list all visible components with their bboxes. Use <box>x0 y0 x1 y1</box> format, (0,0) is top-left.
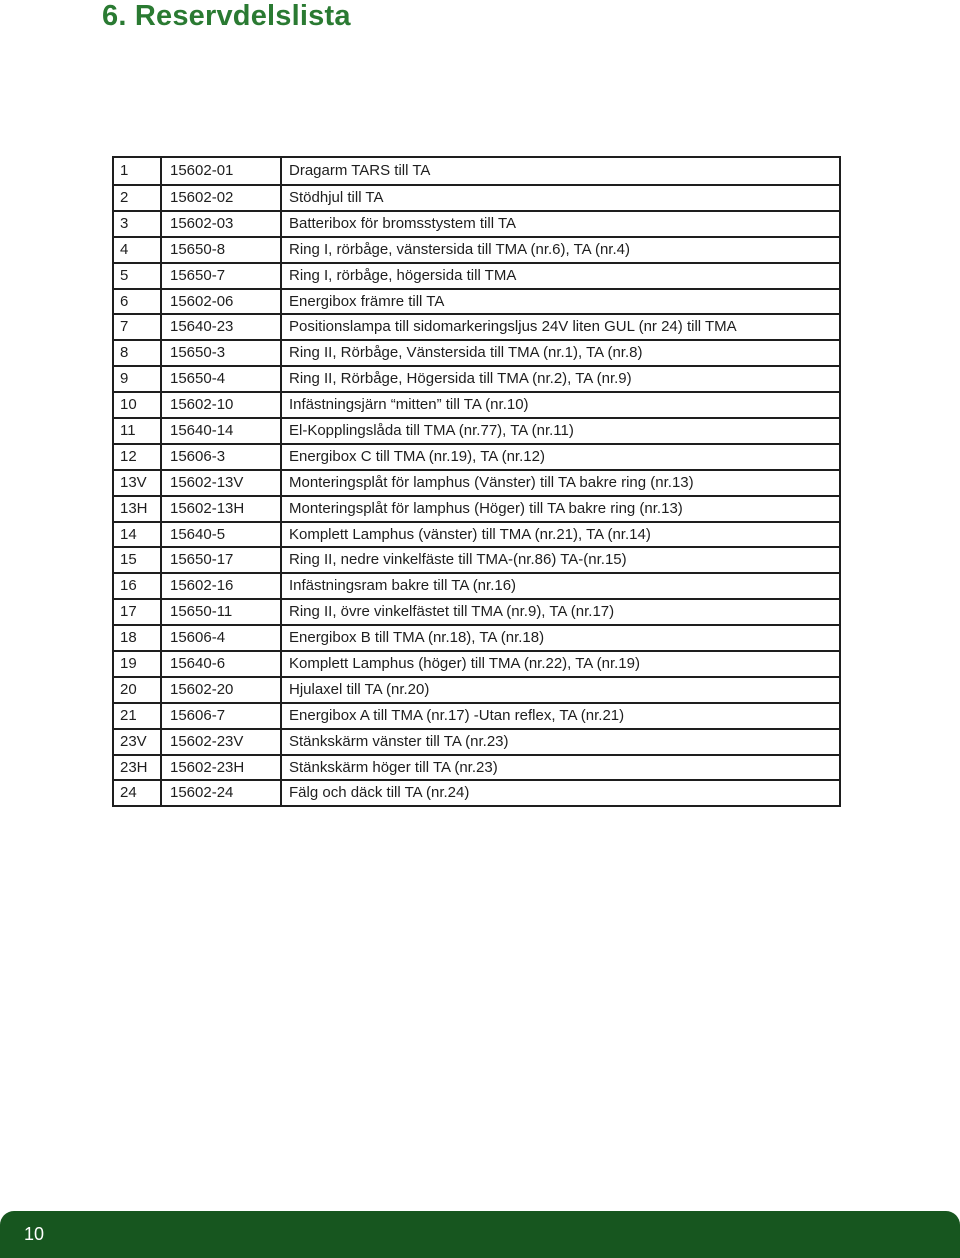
table-row <box>113 729 840 755</box>
part-number-cell: 19 <box>113 651 161 677</box>
article-number-cell: 15602-13H <box>161 496 281 522</box>
table-row <box>113 522 840 548</box>
table-row <box>113 340 840 366</box>
description-cell: Energibox C till TMA (nr.19), TA (nr.12) <box>281 444 840 470</box>
description-cell: Infästningsram bakre till TA (nr.16) <box>281 573 840 599</box>
table-row <box>113 755 840 781</box>
description-cell: Dragarm TARS till TA <box>281 157 840 185</box>
description-cell: Stänkskärm höger till TA (nr.23) <box>281 755 840 781</box>
part-number-cell: 23H <box>113 755 161 781</box>
article-number-cell: 15602-23H <box>161 755 281 781</box>
article-number-cell: 15650-11 <box>161 599 281 625</box>
description-cell: Batteribox för bromsstystem till TA <box>281 211 840 237</box>
table-row <box>113 651 840 677</box>
page-number: 10 <box>24 1224 45 1244</box>
description-cell: Ring II, nedre vinkelfäste till TMA-(nr.86) TA-(nr.15) <box>281 547 840 573</box>
description-cell: Ring I, rörbåge, vänstersida till TMA (nr.6), TA (nr.4) <box>281 237 840 263</box>
article-number-cell: 15602-16 <box>161 573 281 599</box>
article-number-cell: 15602-06 <box>161 289 281 315</box>
article-number-cell: 15602-13V <box>161 470 281 496</box>
part-number-cell: 1 <box>113 157 161 185</box>
description-cell: Ring II, Rörbåge, Högersida till TMA (nr.2), TA (nr.9) <box>281 366 840 392</box>
article-number-cell: 15606-7 <box>161 703 281 729</box>
description-cell: Energibox A till TMA (nr.17) -Utan reflex, TA (nr.21) <box>281 703 840 729</box>
description-cell: Energibox B till TMA (nr.18), TA (nr.18) <box>281 625 840 651</box>
description-cell: Hjulaxel till TA (nr.20) <box>281 677 840 703</box>
article-number-cell: 15602-20 <box>161 677 281 703</box>
part-number-cell: 23V <box>113 729 161 755</box>
article-number-cell: 15602-23V <box>161 729 281 755</box>
article-number-cell: 15640-6 <box>161 651 281 677</box>
article-number-cell: 15650-7 <box>161 263 281 289</box>
description-cell: Energibox främre till TA <box>281 289 840 315</box>
part-number-cell: 9 <box>113 366 161 392</box>
table-row <box>113 211 840 237</box>
part-number-cell: 24 <box>113 780 161 806</box>
table-row <box>113 677 840 703</box>
table-row <box>113 392 840 418</box>
parts-table-body <box>113 157 840 806</box>
part-number-cell: 6 <box>113 289 161 315</box>
part-number-cell: 12 <box>113 444 161 470</box>
article-number-cell: 15640-23 <box>161 314 281 340</box>
table-row <box>113 185 840 211</box>
table-row <box>113 703 840 729</box>
table-row <box>113 314 840 340</box>
article-number-cell: 15606-4 <box>161 625 281 651</box>
description-cell: Fälg och däck till TA (nr.24) <box>281 780 840 806</box>
description-cell: Ring II, övre vinkelfästet till TMA (nr.9), TA (nr.17) <box>281 599 840 625</box>
part-number-cell: 11 <box>113 418 161 444</box>
table-row <box>113 289 840 315</box>
part-number-cell: 20 <box>113 677 161 703</box>
article-number-cell: 15650-8 <box>161 237 281 263</box>
part-number-cell: 7 <box>113 314 161 340</box>
article-number-cell: 15602-24 <box>161 780 281 806</box>
part-number-cell: 14 <box>113 522 161 548</box>
part-number-cell: 10 <box>113 392 161 418</box>
description-cell: Ring II, Rörbåge, Vänstersida till TMA (nr.1), TA (nr.8) <box>281 340 840 366</box>
description-cell: Infästningsjärn “mitten” till TA (nr.10) <box>281 392 840 418</box>
parts-table <box>112 156 841 807</box>
description-cell: Komplett Lamphus (vänster) till TMA (nr.21), TA (nr.14) <box>281 522 840 548</box>
part-number-cell: 5 <box>113 263 161 289</box>
article-number-cell: 15640-14 <box>161 418 281 444</box>
part-number-cell: 4 <box>113 237 161 263</box>
description-cell: Stödhjul till TA <box>281 185 840 211</box>
article-number-cell: 15640-5 <box>161 522 281 548</box>
part-number-cell: 13H <box>113 496 161 522</box>
part-number-cell: 21 <box>113 703 161 729</box>
part-number-cell: 8 <box>113 340 161 366</box>
description-cell: Monteringsplåt för lamphus (Vänster) till TA bakre ring (nr.13) <box>281 470 840 496</box>
article-number-cell: 15602-02 <box>161 185 281 211</box>
table-row <box>113 444 840 470</box>
table-row <box>113 263 840 289</box>
table-row <box>113 418 840 444</box>
article-number-cell: 15602-10 <box>161 392 281 418</box>
part-number-cell: 17 <box>113 599 161 625</box>
article-number-cell: 15602-01 <box>161 157 281 185</box>
table-row <box>113 366 840 392</box>
article-number-cell: 15602-03 <box>161 211 281 237</box>
article-number-cell: 15650-3 <box>161 340 281 366</box>
table-row <box>113 237 840 263</box>
table-row <box>113 547 840 573</box>
description-cell: El-Kopplingslåda till TMA (nr.77), TA (nr.11) <box>281 418 840 444</box>
table-row <box>113 599 840 625</box>
article-number-cell: 15650-4 <box>161 366 281 392</box>
description-cell: Positionslampa till sidomarkeringsljus 24V liten GUL (nr 24) till TMA <box>281 314 840 340</box>
table-row <box>113 496 840 522</box>
part-number-cell: 2 <box>113 185 161 211</box>
footer-bar <box>0 1211 960 1258</box>
description-cell: Monteringsplåt för lamphus (Höger) till TA bakre ring (nr.13) <box>281 496 840 522</box>
part-number-cell: 16 <box>113 573 161 599</box>
article-number-cell: 15606-3 <box>161 444 281 470</box>
page-title: 6. Reservdelslista <box>102 0 351 32</box>
description-cell: Stänkskärm vänster till TA (nr.23) <box>281 729 840 755</box>
table-row <box>113 470 840 496</box>
description-cell: Ring I, rörbåge, högersida till TMA <box>281 263 840 289</box>
table-row <box>113 157 840 185</box>
article-number-cell: 15650-17 <box>161 547 281 573</box>
part-number-cell: 13V <box>113 470 161 496</box>
part-number-cell: 3 <box>113 211 161 237</box>
part-number-cell: 15 <box>113 547 161 573</box>
part-number-cell: 18 <box>113 625 161 651</box>
description-cell: Komplett Lamphus (höger) till TMA (nr.22), TA (nr.19) <box>281 651 840 677</box>
table-row <box>113 573 840 599</box>
table-row <box>113 780 840 806</box>
table-row <box>113 625 840 651</box>
